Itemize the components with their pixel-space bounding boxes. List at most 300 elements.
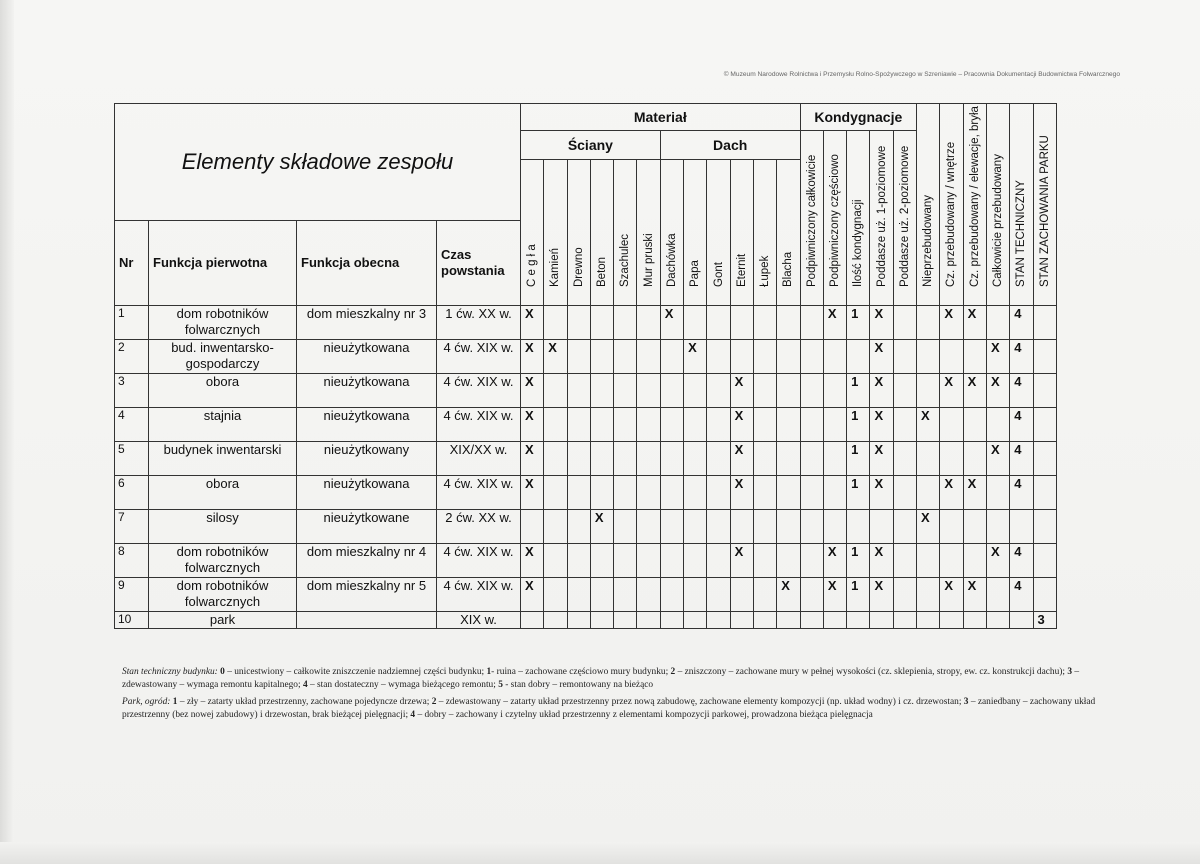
table-row <box>115 374 1057 408</box>
row-walls-cell <box>590 612 613 629</box>
row-storeys-cell <box>893 408 916 442</box>
row-other-cell <box>940 442 963 476</box>
row-walls-cell <box>614 578 637 612</box>
row-storeys-cell <box>893 306 916 340</box>
table-row <box>115 476 1057 510</box>
row-other-cell <box>917 442 940 476</box>
row-roof-cell <box>753 510 776 544</box>
row-walls-cell <box>637 612 660 629</box>
row-roof-cell: X <box>684 340 707 374</box>
table-title: Elementy składowe zespołu <box>115 104 521 221</box>
footnote-text: – zdewastowany – wymaga remontu kapitalnego; <box>122 667 1080 690</box>
row-walls-cell <box>637 510 660 544</box>
row-other-cell <box>963 408 986 442</box>
row-other-cell <box>917 544 940 578</box>
footnote-text: – zły – zatarty układ przestrzenny, zachowane pojedyncze drzewa; <box>177 697 432 707</box>
row-original-function: bud. inwentarsko-gospodarczy <box>149 340 297 374</box>
row-other-cell: X <box>963 374 986 408</box>
row-walls-cell <box>567 476 590 510</box>
row-walls-cell <box>637 578 660 612</box>
table-row <box>115 340 1057 374</box>
group-header-walls: Ściany <box>521 131 661 160</box>
row-current-function: nieużytkowane <box>297 510 437 544</box>
footnote-park-label: Park, ogród: <box>122 697 171 707</box>
group-header-roof: Dach <box>660 131 800 160</box>
row-original-function: stajnia <box>149 408 297 442</box>
row-other-cell <box>963 510 986 544</box>
row-current-function: nieużytkowana <box>297 408 437 442</box>
row-roof-cell <box>707 476 730 510</box>
col-roof-4-label: Łupek <box>759 255 772 287</box>
row-roof-cell <box>707 578 730 612</box>
row-walls-cell <box>567 544 590 578</box>
row-roof-cell: X <box>730 408 753 442</box>
row-storeys-cell <box>893 510 916 544</box>
col-roof-2-label: Gont <box>712 262 725 287</box>
row-roof-cell <box>777 544 800 578</box>
row-period: 4 ćw. XIX w. <box>437 340 521 374</box>
row-roof-cell <box>684 476 707 510</box>
row-other-cell <box>917 476 940 510</box>
footnote-key: 0 <box>220 667 225 677</box>
col-other-3 <box>986 104 1009 306</box>
row-walls-cell: X <box>590 510 613 544</box>
row-current-function: nieużytkowana <box>297 374 437 408</box>
col-roof-0-label: Dachówka <box>665 233 678 287</box>
row-current-function: dom mieszkalny nr 4 <box>297 544 437 578</box>
footnote-key: 2 <box>431 697 437 707</box>
group-header-material: Materiał <box>521 104 801 131</box>
row-storeys-cell: 1 <box>847 374 870 408</box>
col-other-1-label: Cz. przebudowany / wnętrze <box>945 141 958 287</box>
footnote-text: – dobry – zachowany i czytelny układ przestrzenny z elementami kompozycji parkowej, prowadzona bieżąca pielęgnacja <box>415 710 873 720</box>
row-other-cell <box>940 408 963 442</box>
row-storeys-cell <box>823 510 846 544</box>
row-other-cell <box>940 510 963 544</box>
row-nr: 5 <box>115 442 149 476</box>
row-other-cell: X <box>917 408 940 442</box>
row-storeys-cell <box>870 510 893 544</box>
row-walls-cell <box>544 306 567 340</box>
row-other-cell: X <box>940 374 963 408</box>
row-nr: 4 <box>115 408 149 442</box>
col-wall-1 <box>544 160 567 306</box>
row-walls-cell: X <box>521 442 544 476</box>
row-original-function: dom robotników folwarcznych <box>149 544 297 578</box>
row-nr: 2 <box>115 340 149 374</box>
row-period: 4 ćw. XIX w. <box>437 544 521 578</box>
row-walls-cell <box>614 612 637 629</box>
row-roof-cell <box>684 578 707 612</box>
footnotes <box>122 666 1127 726</box>
row-roof-cell: X <box>730 544 753 578</box>
row-roof-cell <box>753 306 776 340</box>
col-wall-5 <box>637 160 660 306</box>
col-roof-1-label: Papa <box>689 260 702 287</box>
row-other-cell: X <box>986 544 1009 578</box>
row-storeys-cell <box>800 612 823 629</box>
row-storeys-cell <box>847 612 870 629</box>
row-current-function: dom mieszkalny nr 3 <box>297 306 437 340</box>
row-walls-cell: X <box>544 340 567 374</box>
row-storeys-cell: X <box>870 442 893 476</box>
col-header-period: Czas powstania <box>437 221 521 306</box>
row-storeys-cell <box>800 374 823 408</box>
row-other-cell <box>963 340 986 374</box>
sheet-edge-left <box>0 0 14 864</box>
table-row <box>115 408 1057 442</box>
row-walls-cell <box>567 374 590 408</box>
row-period: 4 ćw. XIX w. <box>437 408 521 442</box>
row-original-function: obora <box>149 374 297 408</box>
col-other-4 <box>1010 104 1033 306</box>
row-storeys-cell <box>800 306 823 340</box>
row-roof-cell <box>730 510 753 544</box>
row-other-cell <box>1033 476 1056 510</box>
col-wall-2-label: Drewno <box>572 247 585 287</box>
row-other-cell <box>1033 578 1056 612</box>
row-period: 2 ćw. XX w. <box>437 510 521 544</box>
group-header-storeys: Kondygnacje <box>800 104 916 131</box>
row-walls-cell <box>567 340 590 374</box>
row-roof-cell <box>684 408 707 442</box>
table-row <box>115 442 1057 476</box>
row-roof-cell <box>684 510 707 544</box>
row-other-cell <box>986 306 1009 340</box>
row-storeys-cell <box>800 408 823 442</box>
row-roof-cell <box>753 578 776 612</box>
row-other-cell: 4 <box>1010 340 1033 374</box>
row-walls-cell <box>590 476 613 510</box>
row-period: 1 ćw. XX w. <box>437 306 521 340</box>
row-walls-cell <box>590 340 613 374</box>
row-other-cell: 4 <box>1010 544 1033 578</box>
row-other-cell: X <box>963 578 986 612</box>
row-roof-cell <box>730 306 753 340</box>
row-storeys-cell <box>823 374 846 408</box>
row-other-cell <box>917 306 940 340</box>
row-storeys-cell <box>893 578 916 612</box>
col-roof-3 <box>730 160 753 306</box>
row-storeys-cell: 1 <box>847 476 870 510</box>
row-walls-cell <box>637 374 660 408</box>
row-nr: 9 <box>115 578 149 612</box>
row-other-cell <box>986 510 1009 544</box>
footnote-key: 1 <box>172 697 178 707</box>
row-current-function: nieużytkowana <box>297 476 437 510</box>
row-roof-cell <box>660 510 683 544</box>
row-other-cell <box>917 374 940 408</box>
col-header-nr: Nr <box>115 221 149 306</box>
row-other-cell: X <box>986 374 1009 408</box>
row-roof-cell <box>707 510 730 544</box>
row-roof-cell <box>777 408 800 442</box>
row-walls-cell <box>590 544 613 578</box>
row-storeys-cell <box>800 476 823 510</box>
row-walls-cell <box>544 476 567 510</box>
row-other-cell <box>986 578 1009 612</box>
row-other-cell <box>917 578 940 612</box>
row-roof-cell <box>707 374 730 408</box>
row-roof-cell <box>730 578 753 612</box>
row-other-cell: X <box>940 306 963 340</box>
row-roof-cell <box>660 578 683 612</box>
row-roof-cell <box>684 612 707 629</box>
row-walls-cell <box>521 510 544 544</box>
row-roof-cell: X <box>660 306 683 340</box>
row-storeys-cell: 1 <box>847 544 870 578</box>
row-roof-cell <box>777 476 800 510</box>
footnote-key: 4 <box>302 680 308 690</box>
row-storeys-cell: X <box>870 306 893 340</box>
row-walls-cell <box>567 578 590 612</box>
row-other-cell: 4 <box>1010 442 1033 476</box>
row-other-cell: X <box>963 476 986 510</box>
row-other-cell <box>917 340 940 374</box>
row-other-cell <box>1033 408 1056 442</box>
row-walls-cell <box>637 544 660 578</box>
row-roof-cell <box>660 408 683 442</box>
col-roof-1 <box>684 160 707 306</box>
col-roof-5-label: Blacha <box>782 251 795 287</box>
row-roof-cell <box>684 442 707 476</box>
footnote-text: – stan dostateczny – wymaga bieżącego remontu; <box>307 680 499 690</box>
row-walls-cell <box>614 544 637 578</box>
row-period: XIX/XX w. <box>437 442 521 476</box>
row-original-function: park <box>149 612 297 629</box>
row-walls-cell <box>637 306 660 340</box>
row-roof-cell <box>660 612 683 629</box>
row-current-function: dom mieszkalny nr 5 <box>297 578 437 612</box>
col-wall-0-label: C e g ł a <box>526 244 539 287</box>
row-storeys-cell: X <box>870 476 893 510</box>
row-walls-cell <box>637 408 660 442</box>
row-roof-cell <box>753 544 776 578</box>
row-other-cell <box>1010 510 1033 544</box>
row-roof-cell <box>753 340 776 374</box>
row-roof-cell <box>660 476 683 510</box>
col-wall-3-label: Beton <box>596 256 609 287</box>
row-period: 4 ćw. XIX w. <box>437 476 521 510</box>
row-walls-cell <box>590 408 613 442</box>
row-storeys-cell: X <box>870 578 893 612</box>
footnote-text: - stan dobry – remontowany na bieżąco <box>502 680 654 690</box>
row-storeys-cell: X <box>870 374 893 408</box>
footnote-park-condition <box>122 696 1127 722</box>
col-other-3-label: Całkowicie przebudowany <box>992 154 1005 287</box>
row-roof-cell <box>777 306 800 340</box>
row-other-cell: X <box>940 578 963 612</box>
row-storeys-cell: 1 <box>847 578 870 612</box>
col-header-current-function: Funkcja obecna <box>297 221 437 306</box>
row-roof-cell <box>707 442 730 476</box>
row-roof-cell <box>707 340 730 374</box>
col-wall-4 <box>614 160 637 306</box>
row-nr: 1 <box>115 306 149 340</box>
row-roof-cell <box>684 544 707 578</box>
col-storey-4 <box>893 131 916 306</box>
row-walls-cell <box>544 510 567 544</box>
row-storeys-cell <box>823 612 846 629</box>
row-period: 4 ćw. XIX w. <box>437 578 521 612</box>
row-other-cell: 3 <box>1033 612 1056 629</box>
row-original-function: dom robotników folwarcznych <box>149 578 297 612</box>
row-nr: 3 <box>115 374 149 408</box>
header-row-1 <box>115 104 1057 131</box>
row-other-cell <box>1033 510 1056 544</box>
col-other-5 <box>1033 104 1056 306</box>
col-roof-0 <box>660 160 683 306</box>
row-walls-cell <box>544 408 567 442</box>
col-other-4-label: STAN TECHNICZNY <box>1015 180 1028 287</box>
row-storeys-cell <box>800 442 823 476</box>
row-other-cell: X <box>940 476 963 510</box>
col-roof-2 <box>707 160 730 306</box>
row-storeys-cell: X <box>823 544 846 578</box>
col-roof-3-label: Eternit <box>735 253 748 287</box>
row-storeys-cell <box>800 340 823 374</box>
row-other-cell <box>1033 340 1056 374</box>
row-current-function: nieużytkowana <box>297 340 437 374</box>
row-walls-cell <box>614 408 637 442</box>
row-roof-cell <box>660 442 683 476</box>
row-walls-cell <box>544 544 567 578</box>
row-other-cell <box>1010 612 1033 629</box>
row-other-cell <box>963 442 986 476</box>
col-wall-5-label: Mur pruski <box>642 233 655 287</box>
row-roof-cell: X <box>777 578 800 612</box>
row-walls-cell <box>567 442 590 476</box>
row-other-cell <box>1033 374 1056 408</box>
row-other-cell <box>963 544 986 578</box>
row-storeys-cell: 1 <box>847 408 870 442</box>
footnote-text: – zniszczony – zachowane mury w pełnej wysokości (cz. sklepienia, stropy, ew. cz. konstrukcji dachu); <box>675 667 1068 677</box>
row-walls-cell <box>544 612 567 629</box>
row-walls-cell <box>637 476 660 510</box>
row-storeys-cell <box>847 510 870 544</box>
table-row <box>115 510 1057 544</box>
row-roof-cell <box>753 408 776 442</box>
footnote-technical-condition <box>122 666 1127 692</box>
row-storeys-cell <box>800 544 823 578</box>
row-storeys-cell <box>823 408 846 442</box>
row-roof-cell <box>753 374 776 408</box>
col-storey-3 <box>870 131 893 306</box>
row-other-cell: 4 <box>1010 476 1033 510</box>
row-walls-cell: X <box>521 408 544 442</box>
row-roof-cell <box>684 306 707 340</box>
row-nr: 10 <box>115 612 149 629</box>
row-nr: 7 <box>115 510 149 544</box>
row-storeys-cell <box>893 612 916 629</box>
row-current-function: nieużytkowany <box>297 442 437 476</box>
row-other-cell: 4 <box>1010 306 1033 340</box>
footnote-key: 3 <box>963 697 969 707</box>
row-roof-cell: X <box>730 374 753 408</box>
row-walls-cell <box>567 408 590 442</box>
row-roof-cell <box>777 612 800 629</box>
row-other-cell <box>986 476 1009 510</box>
row-walls-cell <box>614 306 637 340</box>
row-roof-cell: X <box>730 442 753 476</box>
row-storeys-cell <box>893 340 916 374</box>
row-walls-cell: X <box>521 306 544 340</box>
row-other-cell: X <box>986 442 1009 476</box>
row-original-function: obora <box>149 476 297 510</box>
table-row <box>115 306 1057 340</box>
row-storeys-cell <box>847 340 870 374</box>
row-walls-cell <box>544 374 567 408</box>
row-roof-cell <box>684 374 707 408</box>
row-roof-cell <box>730 340 753 374</box>
row-walls-cell <box>637 442 660 476</box>
row-nr: 6 <box>115 476 149 510</box>
footnote-technical-label: Stan techniczny budynku: <box>122 667 218 677</box>
row-storeys-cell <box>893 374 916 408</box>
row-other-cell <box>986 612 1009 629</box>
row-storeys-cell: X <box>870 340 893 374</box>
footnote-key: 2 <box>670 667 676 677</box>
row-roof-cell <box>777 442 800 476</box>
col-roof-4 <box>753 160 776 306</box>
col-wall-3 <box>590 160 613 306</box>
row-walls-cell <box>567 306 590 340</box>
row-roof-cell <box>707 544 730 578</box>
row-period: 4 ćw. XIX w. <box>437 374 521 408</box>
row-storeys-cell <box>823 442 846 476</box>
row-roof-cell <box>777 374 800 408</box>
row-walls-cell: X <box>521 476 544 510</box>
row-storeys-cell <box>893 476 916 510</box>
inventory-table-wrapper <box>114 103 1057 629</box>
col-other-2 <box>963 104 986 306</box>
row-original-function: dom robotników folwarcznych <box>149 306 297 340</box>
table-row <box>115 544 1057 578</box>
header-credit: © Muzeum Narodowe Rolnictwa i Przemysłu Rolno-Spożywczego w Szreniawie – Pracownia Dokumentacji Budownictwa Folwarcznego <box>723 71 1120 78</box>
col-storey-1 <box>823 131 846 306</box>
row-roof-cell <box>707 612 730 629</box>
row-walls-cell <box>614 442 637 476</box>
footnote-key: 5 <box>498 680 503 690</box>
row-other-cell <box>1033 306 1056 340</box>
row-storeys-cell: 1 <box>847 306 870 340</box>
row-storeys-cell: X <box>870 544 893 578</box>
row-other-cell: X <box>986 340 1009 374</box>
row-walls-cell: X <box>521 578 544 612</box>
row-walls-cell <box>614 510 637 544</box>
row-walls-cell <box>590 578 613 612</box>
col-storey-1-label: Podpiwniczony częściowo <box>829 154 841 287</box>
row-roof-cell <box>753 442 776 476</box>
col-storey-0-label: Podpiwniczony całkowicie <box>805 154 818 287</box>
row-roof-cell <box>753 476 776 510</box>
row-roof-cell <box>660 340 683 374</box>
row-other-cell <box>940 612 963 629</box>
row-other-cell <box>963 612 986 629</box>
row-storeys-cell <box>870 612 893 629</box>
footnote-key: 1 <box>486 667 492 677</box>
col-wall-1-label: Kamień <box>549 248 562 287</box>
row-walls-cell <box>614 340 637 374</box>
footnote-text: - ruina – zachowane częściowo mury budynku; <box>491 667 671 677</box>
row-walls-cell <box>544 442 567 476</box>
row-roof-cell: X <box>730 476 753 510</box>
row-other-cell: 4 <box>1010 374 1033 408</box>
row-storeys-cell <box>823 476 846 510</box>
row-walls-cell: X <box>521 340 544 374</box>
footnote-text: – zdewastowany – zatarty układ przestrzenny przez nową zabudowę, zachowane elementy kompozycji (np. układ wodny) i cz. drzewostan; <box>436 697 964 707</box>
footnote-text: – unicestwiony – całkowite zniszczenie nadziemnej części budynku; <box>224 667 487 677</box>
